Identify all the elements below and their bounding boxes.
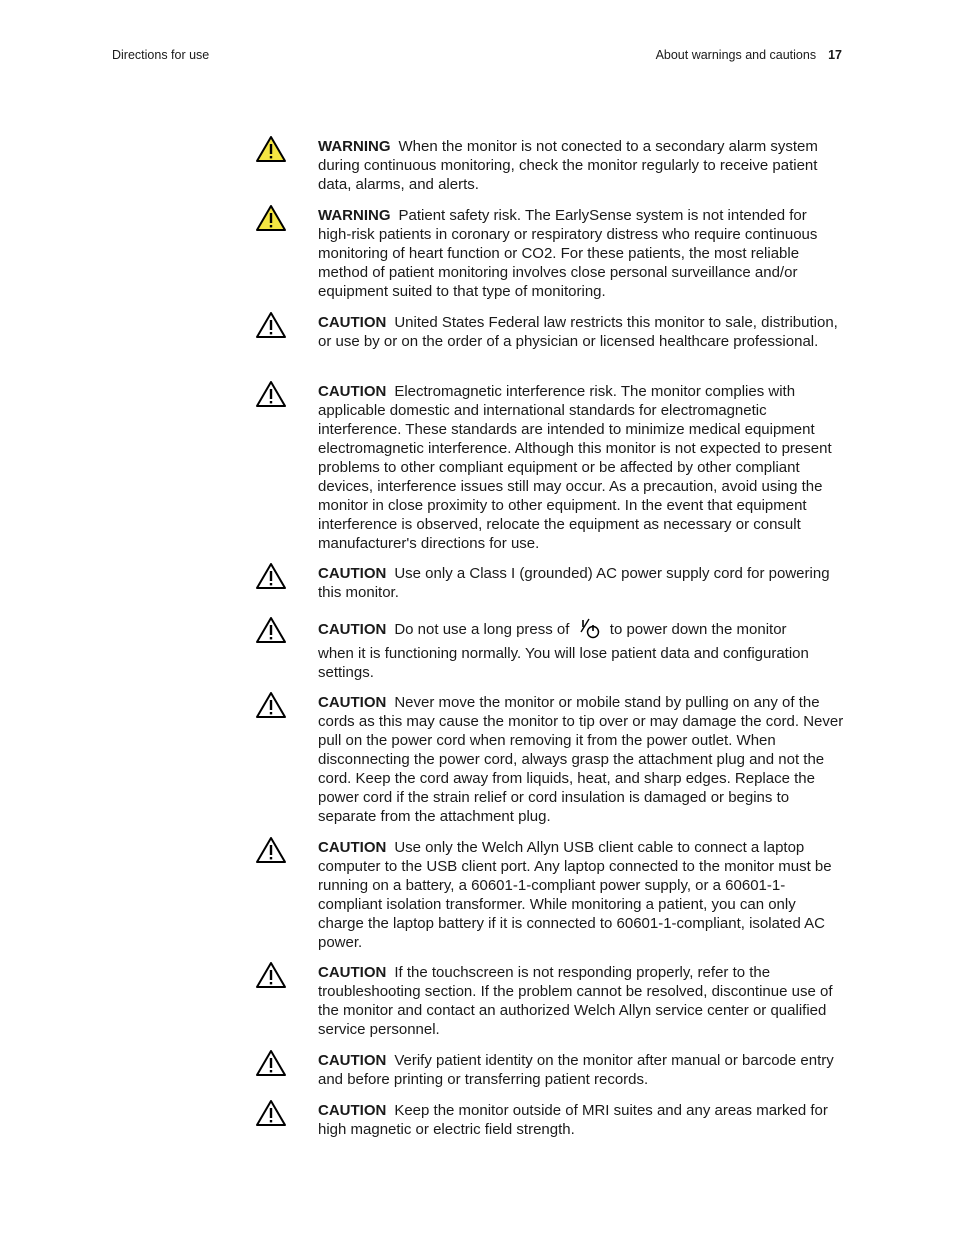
warning-entry [254,137,844,194]
entry-label: CAUTION [318,383,387,400]
caution-triangle-icon [254,690,288,720]
entry-text: Never move the monitor or mobile stand by pulling on any of the cords as this may cause the monitor to tip over or may damage the cord. Never pull on the power cord when removing it from the power outlet. When disconnecting the power cord, always grasp the attachment plug and not the cord. Keep the cord away from liquids, heat, and sharp edges. Replace the power cord if the strain relief or cord insulation is damaged or begins to separate from the attachment plug. [318,694,844,825]
entry-text: If the touchscreen is not responding properly, refer to the troubleshooting section. If the problem cannot be resolved, discontinue use of the monitor and contact an authorized Welch Allyn service center or qualified service personnel. [318,964,833,1038]
caution-triangle-icon [254,615,288,645]
caution-triangle-icon [254,379,288,409]
entry-label: CAUTION [318,964,387,981]
entry-label: CAUTION [318,1102,387,1119]
caution-entry [254,963,844,1039]
entry-text-before: Do not use a long press of [394,621,570,638]
caution-triangle-icon [254,835,288,865]
entry-label: CAUTION [318,314,387,331]
entry-text: Keep the monitor outside of MRI suites and any areas marked for high magnetic or electric field strength. [318,1102,828,1138]
caution-triangle-icon [254,1098,288,1128]
warning-triangle-icon [254,203,288,233]
entry-text: United States Federal law restricts this monitor to sale, distribution, or use by or on the order of a physician or licensed healthcare professional. [318,314,838,350]
entry-text-cont: when it is functioning normally. You will lose patient data and configuration settings. [318,645,809,681]
entry-label: CAUTION [318,621,387,638]
warning-triangle-icon [254,134,288,164]
caution-entry [254,382,844,553]
section-title: About warnings and cautions [655,48,817,62]
entry-text: Electromagnetic interference risk. The monitor complies with applicable domestic and international standards for electromagnetic interference. These standards are intended to minimize medical equipment electromagnetic interference. Although this monitor is not expected to present problems to other compliant equipment or be affected by other compliant devices, interference issues still may occur. As a precaution, avoid using the monitor in close proximity to other equipment. In the event that equipment interference is observed, relocate the equipment as necessary or consult manufacturer's directions for use. [318,383,832,552]
entry-label: WARNING [318,207,391,224]
caution-entry [254,1051,844,1089]
entry-label: CAUTION [318,565,387,582]
power-icon [580,618,602,640]
caution-entry [254,618,844,682]
entry-label: WARNING [318,138,391,155]
caution-triangle-icon [254,1048,288,1078]
warning-entry [254,206,844,301]
caution-entry [254,1101,844,1139]
entry-text: Use only the Welch Allyn USB client cable to connect a laptop computer to the USB client port. Any laptop connected to the monitor must be running on a battery, a 60601-1-compliant power supply, or a 60601-1-compliant isolation transformer. While monitoring a patient, you can only charge the laptop battery if it is connected to 60601-1-compliant, isolated AC power. [318,839,832,951]
entry-text: When the monitor is not conected to a secondary alarm system during continuous monitoring, check the monitor regularly to receive patient data, alarms, and alerts. [318,138,818,193]
caution-entry [254,838,844,952]
caution-triangle-icon [254,561,288,591]
page-number: 17 [828,48,842,62]
entry-text: Verify patient identity on the monitor after manual or barcode entry and before printing or transferring patient records. [318,1052,834,1088]
entry-text: Patient safety risk. The EarlySense system is not intended for high-risk patients in coronary or respiratory distress who require continuous monitoring of heart function or CO2. For these patients, the most reliable method of patient monitoring involves close personal surveillance and/or equipment suited to that type of monitoring. [318,207,818,300]
entry-label: CAUTION [318,694,387,711]
caution-entry [254,564,844,602]
entry-text-after: to power down the monitor [609,621,787,638]
caution-entry [254,693,844,826]
running-header-left: Directions for use [112,48,210,62]
running-header-right [656,48,842,62]
entry-label: CAUTION [318,839,387,856]
caution-triangle-icon [254,960,288,990]
caution-triangle-icon [254,310,288,340]
entry-label: CAUTION [318,1052,387,1069]
caution-entry [254,313,844,351]
entry-text: Use only a Class I (grounded) AC power supply cord for powering this monitor. [318,565,830,601]
